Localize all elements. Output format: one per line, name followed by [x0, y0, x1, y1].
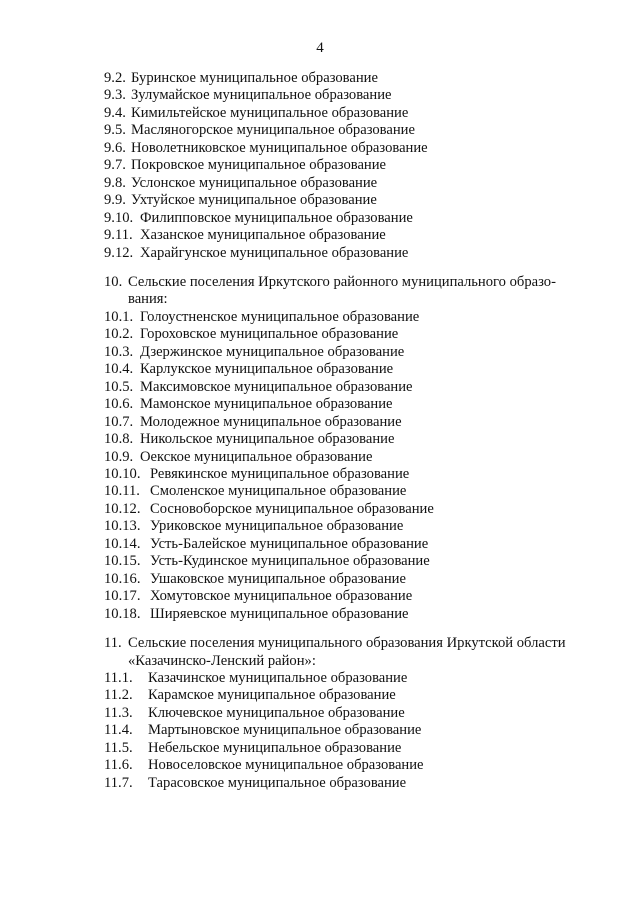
item-text: Новоселовское муниципальное образование — [148, 757, 424, 774]
section-heading-line-1: Сельские поселения муниципального образования Иркутской области — [128, 635, 566, 652]
document-content — [104, 70, 600, 792]
item-text: Покровское муниципальное образование — [131, 157, 387, 174]
item-text: Сосновоборское муниципальное образование — [150, 500, 434, 517]
item-number: 9.8. — [104, 174, 126, 191]
section-11 — [104, 635, 600, 792]
list-item — [104, 536, 600, 553]
list-item — [104, 757, 600, 774]
list-item — [104, 466, 600, 483]
list-item — [104, 227, 600, 244]
item-text: Мамонское муниципальное образование — [140, 396, 393, 413]
item-number: 10.3. — [104, 343, 134, 360]
list-item — [104, 210, 600, 227]
item-number: 11.4. — [104, 722, 133, 739]
list-item — [104, 775, 600, 792]
item-number: 10.7. — [104, 413, 134, 430]
item-text: Гороховское муниципальное образование — [140, 326, 399, 343]
section-10-heading — [104, 274, 600, 291]
list-item — [104, 431, 600, 448]
list-item — [104, 157, 600, 174]
item-number: 9.9. — [104, 192, 126, 209]
item-number: 11.1. — [104, 669, 133, 686]
item-text: Карамское муниципальное образование — [148, 687, 396, 704]
item-number: 9.4. — [104, 104, 126, 121]
item-text: Хазанское муниципальное образование — [140, 227, 386, 244]
item-number: 10.11. — [104, 483, 140, 500]
item-number: 10.12. — [104, 500, 141, 517]
section-11-heading — [104, 635, 600, 652]
item-number: 11.3. — [104, 704, 133, 721]
item-text: Небельское муниципальное образование — [148, 739, 402, 756]
item-text: Казачинское муниципальное образование — [148, 669, 408, 686]
item-number: 10.8. — [104, 431, 134, 448]
item-number: 10.13. — [104, 518, 141, 535]
section-heading-line-1: Сельские поселения Иркутского районного муниципального образо- — [128, 273, 556, 290]
item-text: Молодежное муниципальное образование — [140, 413, 402, 430]
list-item — [104, 571, 600, 588]
item-text: Оекское муниципальное образование — [140, 448, 373, 465]
item-text: Ширяевское муниципальное образование — [150, 605, 409, 622]
item-number: 10.1. — [104, 308, 134, 325]
list-item — [104, 740, 600, 757]
item-text: Карлукское муниципальное образование — [140, 361, 394, 378]
item-number: 11.2. — [104, 687, 133, 704]
item-number: 10.9. — [104, 448, 134, 465]
item-text: Ухтуйское муниципальное образование — [131, 192, 377, 209]
item-number: 10.15. — [104, 553, 141, 570]
section-10-heading-cont — [104, 291, 600, 308]
section-gap — [104, 623, 600, 635]
list-item — [104, 553, 600, 570]
item-number: 9.11. — [104, 227, 133, 244]
section-number: 10. — [104, 273, 123, 290]
item-number: 10.5. — [104, 378, 134, 395]
item-text: Смоленское муниципальное образование — [150, 483, 407, 500]
item-text: Дзержинское муниципальное образование — [140, 343, 405, 360]
item-text: Кимильтейское муниципальное образование — [131, 104, 409, 121]
item-text: Усть-Балейское муниципальное образование — [150, 535, 429, 552]
item-text: Уриковское муниципальное образование — [150, 518, 404, 535]
list-item — [104, 606, 600, 623]
list-item — [104, 70, 600, 87]
item-text: Хомутовское муниципальное образование — [150, 588, 413, 605]
page-number: 4 — [316, 40, 324, 56]
item-text: Зулумайское муниципальное образование — [131, 87, 392, 104]
item-text: Ключевское муниципальное образование — [148, 704, 405, 721]
item-number: 9.12. — [104, 244, 134, 261]
list-item — [104, 518, 600, 535]
item-number: 9.2. — [104, 70, 126, 86]
item-number: 10.17. — [104, 588, 141, 605]
list-item — [104, 705, 600, 722]
item-text: Тарасовское муниципальное образование — [148, 774, 407, 791]
list-item — [104, 361, 600, 378]
item-number: 9.10. — [104, 209, 134, 226]
item-text: Максимовское муниципальное образование — [140, 378, 413, 395]
list-item — [104, 175, 600, 192]
item-text: Голоустненское муниципальное образование — [140, 308, 420, 325]
item-number: 10.16. — [104, 570, 141, 587]
item-number: 10.4. — [104, 361, 134, 378]
section-heading-line-2: «Казачинско-Ленский район»: — [128, 652, 316, 669]
item-text: Мартыновское муниципальное образование — [148, 722, 422, 739]
item-number: 11.7. — [104, 774, 133, 791]
item-text: Филипповское муниципальное образование — [140, 209, 413, 226]
list-item — [104, 588, 600, 605]
item-number: 11.6. — [104, 757, 133, 774]
section-gap — [104, 262, 600, 274]
section-10 — [104, 274, 600, 623]
item-number: 10.18. — [104, 605, 141, 622]
item-text: Усть-Кудинское муниципальное образование — [150, 553, 430, 570]
section-11-heading-cont — [104, 653, 600, 670]
item-number: 9.7. — [104, 157, 126, 174]
list-item — [104, 105, 600, 122]
item-text: Буринское муниципальное образование — [131, 70, 378, 86]
section-9-list — [104, 70, 600, 262]
item-number: 10.6. — [104, 396, 134, 413]
list-item — [104, 670, 600, 687]
list-item — [104, 309, 600, 326]
item-number: 10.10. — [104, 465, 141, 482]
list-item — [104, 396, 600, 413]
list-item — [104, 687, 600, 704]
item-text: Масляногорское муниципальное образование — [131, 122, 415, 139]
item-text: Услонское муниципальное образование — [131, 174, 378, 191]
list-item — [104, 87, 600, 104]
item-number: 10.14. — [104, 535, 141, 552]
list-item — [104, 483, 600, 500]
list-item — [104, 414, 600, 431]
item-text: Новолетниковское муниципальное образование — [131, 139, 428, 156]
list-item — [104, 122, 600, 139]
list-item — [104, 501, 600, 518]
list-item — [104, 326, 600, 343]
section-number: 11. — [104, 635, 122, 652]
list-item — [104, 379, 600, 396]
item-text: Ревякинское муниципальное образование — [150, 465, 410, 482]
list-item — [104, 722, 600, 739]
item-text: Никольское муниципальное образование — [140, 431, 395, 448]
item-number: 9.6. — [104, 139, 126, 156]
list-item — [104, 192, 600, 209]
item-number: 9.5. — [104, 122, 126, 139]
section-heading-line-2: вания: — [128, 291, 168, 308]
item-text: Ушаковское муниципальное образование — [150, 570, 406, 587]
item-text: Харайгунское муниципальное образование — [140, 244, 409, 261]
list-item — [104, 245, 600, 262]
list-item — [104, 449, 600, 466]
list-item — [104, 140, 600, 157]
item-number: 10.2. — [104, 326, 134, 343]
item-number: 11.5. — [104, 739, 133, 756]
item-number: 9.3. — [104, 87, 126, 104]
list-item — [104, 344, 600, 361]
